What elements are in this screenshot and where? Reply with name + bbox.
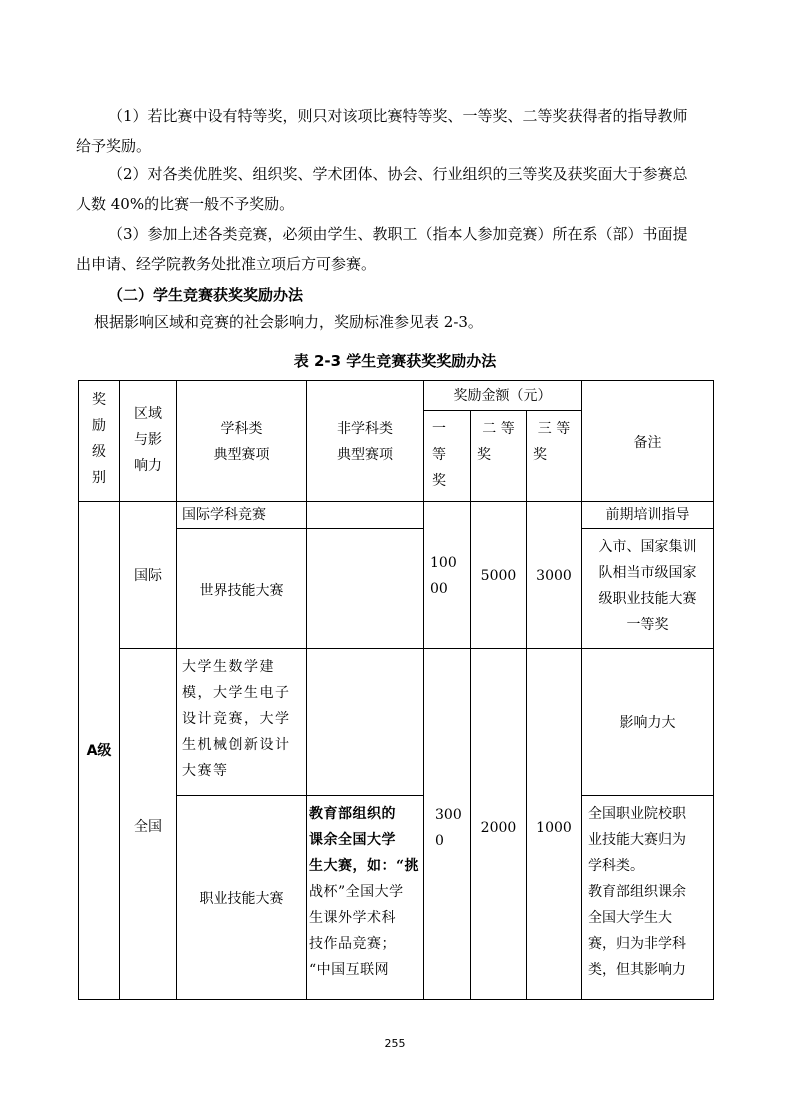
header-first-prize: 一 等 奖	[432, 421, 446, 489]
nat-non-academic-row2: 教育部组织的 课余全国大学 生大赛，如：“挑 战杯”全国大学 生课外学术科 技作品竞赛； “中国互联网	[309, 806, 420, 978]
paragraph-1-line-2: 给予奖励。	[76, 137, 152, 155]
table-border-bottom	[78, 999, 713, 1000]
nat-remark-row1: 影响力大	[619, 715, 676, 731]
region-national: 全国	[134, 819, 162, 835]
header-region: 区域 与影 响力	[134, 406, 162, 474]
paragraph-2-line-2: 人数 40%的比赛一般不予奖励。	[76, 195, 295, 213]
intl-remark-row1: 前期培训指导	[605, 507, 690, 523]
table-border-top	[78, 380, 713, 381]
header-second-prize: 二 等 奖	[477, 421, 515, 463]
nat-third-prize: 1000	[536, 820, 572, 836]
header-academic: 学科类 典型赛项	[213, 421, 270, 463]
table-caption: 表 2-3 学生竞赛获奖奖励办法	[293, 352, 497, 370]
header-non-academic: 非学科类 典型赛项	[337, 421, 393, 463]
paragraph-1-line-1: （1）若比赛中设有特等奖，则只对该项比赛特等奖、一等奖、二等奖获得者的指导教师	[108, 107, 688, 125]
intl-academic-row2: 世界技能大赛	[199, 583, 284, 599]
intl-academic-row1: 国际学科竞赛	[182, 507, 266, 523]
level-a-label: A级	[86, 743, 112, 759]
header-remark: 备注	[633, 435, 662, 451]
section-heading: （二）学生竞赛获奖奖励办法	[108, 286, 304, 304]
header-level: 奖 励 级 别	[92, 392, 106, 486]
table-col-nonacademic	[306, 380, 307, 1000]
region-international: 国际	[134, 568, 162, 584]
paragraph-2-line-1: （2）对各类优胜奖、组织奖、学术团体、协会、行业组织的三等奖及获奖面大于参赛总	[108, 165, 688, 183]
table-line-amount	[423, 410, 581, 411]
paragraph-4: 根据影响区域和竞赛的社会影响力，奖励标准参见表 2-3。	[94, 313, 483, 331]
nat-second-prize: 2000	[480, 820, 517, 836]
paragraph-3-line-2: 出申请、经学院教务处批准立项后方可参赛。	[76, 255, 377, 273]
header-third-prize: 三 等 奖	[533, 421, 571, 463]
intl-first-prize: 100 00	[430, 555, 457, 597]
table-line-intl-remark	[581, 528, 713, 529]
header-amount: 奖励金额（元）	[453, 388, 552, 404]
table-col-remark	[581, 380, 582, 1000]
table-line-nat-remark	[581, 795, 713, 796]
nat-remark-row2: 全国职业院校职 业技能大赛归为 学科类。 教育部组织课余 全国大学生大 赛，归为非学科 类，但其影响力	[588, 806, 686, 978]
table-line-intl-row	[176, 528, 423, 529]
paragraph-3-line-1: （3）参加上述各类竞赛，必须由学生、教职工（指本人参加竞赛）所在系（部）书面提	[108, 225, 688, 243]
nat-first-prize: 300 0	[435, 807, 462, 849]
table-line-nat-academic	[176, 795, 423, 796]
page-number: 255	[384, 1037, 406, 1050]
table-border-right	[713, 380, 714, 1000]
intl-remark-row2: 入市、国家集训 队相当市级国家 级职业技能大赛 一等奖	[598, 539, 697, 633]
table-col-third	[526, 410, 527, 1000]
intl-second-prize: 5000	[480, 568, 517, 584]
nat-academic-row1: 大学生数学建 模，大学生电子 设计竞赛，大学 生机械创新设计 大赛等	[182, 659, 291, 779]
nat-academic-row2: 职业技能大赛	[199, 891, 284, 907]
intl-third-prize: 3000	[536, 568, 572, 584]
table-col-second	[470, 410, 471, 1000]
table-line-intl-bottom	[119, 648, 713, 649]
